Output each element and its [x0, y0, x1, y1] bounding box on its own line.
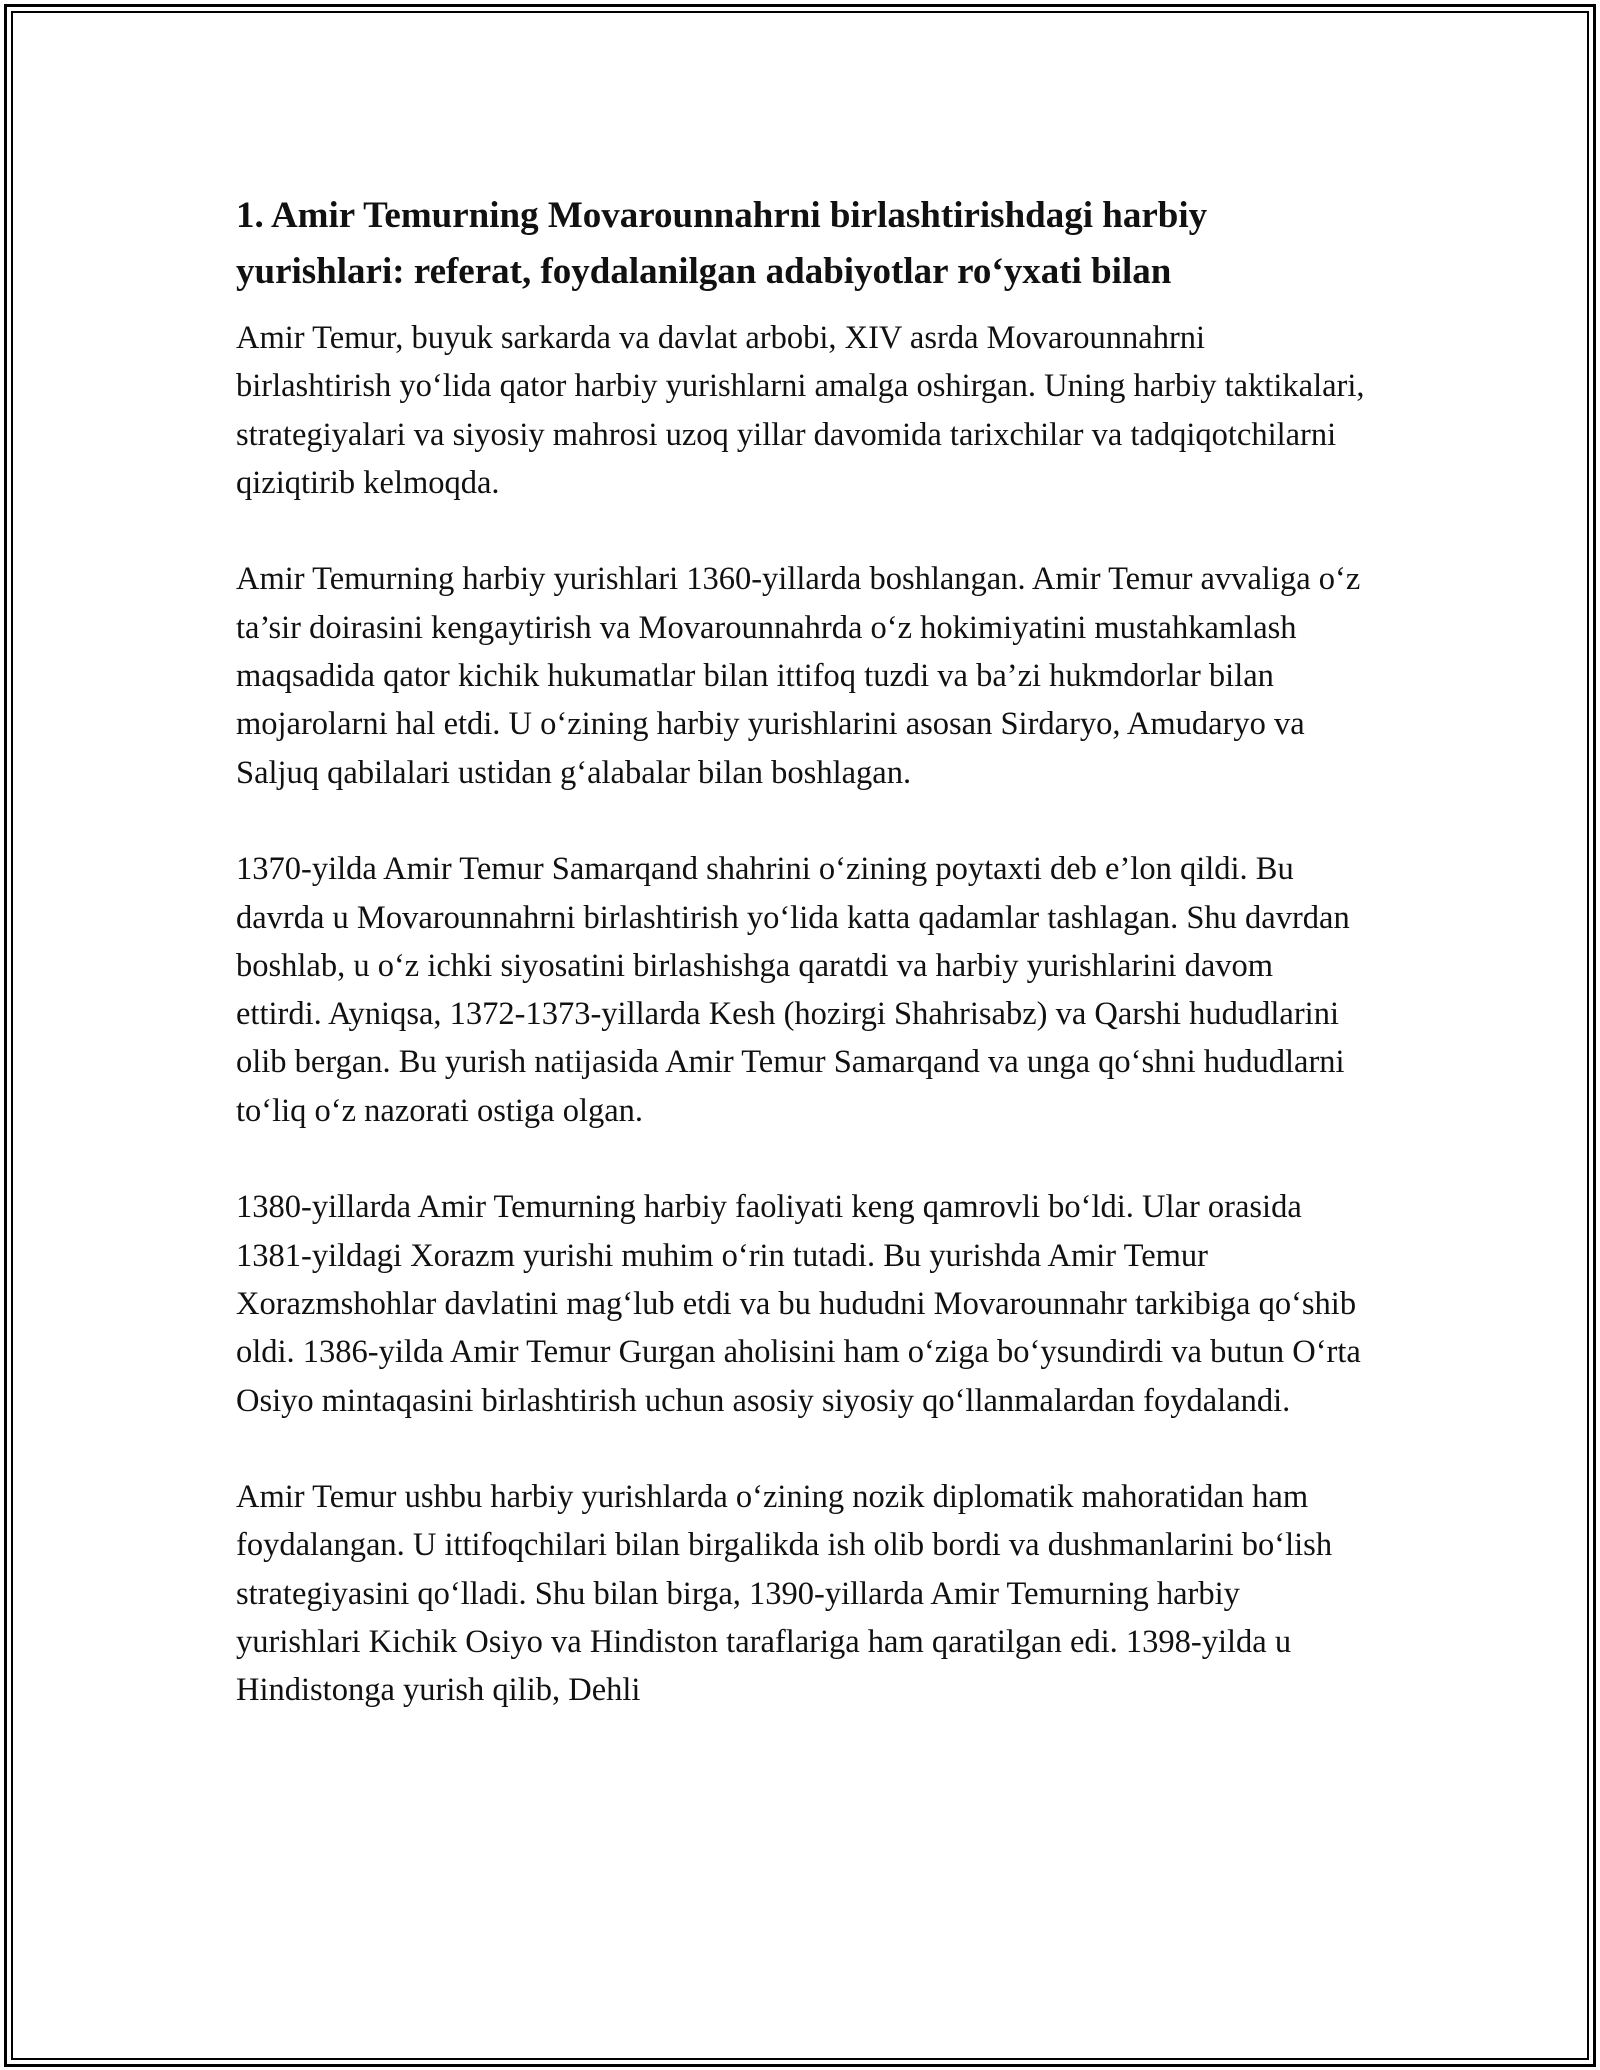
document-body	[236, 188, 1366, 1763]
paragraph-2: Amir Temurning harbiy yurishlari 1360-yillarda boshlangan. Amir Temur avvaliga o‘z ta’sir doirasini kengaytirish va Movarounnahrda o‘z hokimiyatini mustahkamlash maqsadida qator kichik hukumatlar bilan ittifoq tuzdi va ba’zi hukmdorlar bilan mojarolarni hal etdi. U o‘zining harbiy yurishlarini asosan Sirdaryo, Amudaryo va Saljuq qabilalari ustidan g‘alabalar bilan boshlagan.	[236, 561, 1361, 791]
paragraph-3: 1370-yilda Amir Temur Samarqand shahrini o‘zining poytaxti deb e’lon qildi. Bu davrda u Movarounnahrni birlashtirish yo‘lida katta qadamlar tashlagan. Shu davrdan boshlab, u o‘z ichki siyosatini birlashishga qaratdi va harbiy yurishlarini davom ettirdi. Ayniqsa, 1372-1373-yillarda Kesh (hozirgi Shahrisabz) va Qarshi hududlarini olib bergan. Bu yurish natijasida Amir Temur Samarqand va unga qo‘shni hududlarni to‘liq o‘z nazorati ostiga olgan.	[236, 851, 1350, 1129]
paragraph-1: Amir Temur, buyuk sarkarda va davlat arbobi, XIV asrda Movarounnahrni birlashtirish yo‘lida qator harbiy yurishlarni amalga oshirgan. Uning harbiy taktikalari, strategiyalari va siyosiy mahrosi uzoq yillar davomida tarixchilar va tadqiqotchilarni qiziqtirib kelmoqda.	[236, 320, 1365, 501]
paragraph-5: Amir Temur ushbu harbiy yurishlarda o‘zining nozik diplomatik mahoratidan ham foydalangan. U ittifoqchilari bilan birgalikda ish olib bordi va dushmanlarini bo‘lish strategiyasini qo‘lladi. Shu bilan birga, 1390-yillarda Amir Temurning harbiy yurishlari Kichik Osiyo va Hindiston taraflariga ham qaratilgan edi. 1398-yilda u Hindistonga yurish qilib, Dehli	[236, 1479, 1333, 1709]
document-heading: 1. Amir Temurning Movarounnahrni birlashtirishdagi harbiy yurishlari: referat, foydalanilgan adabiyotlar ro‘yxati bilan	[236, 195, 1208, 292]
paragraph-4: 1380-yillarda Amir Temurning harbiy faoliyati keng qamrovli bo‘ldi. Ular orasida 1381-yildagi Xorazm yurishi muhim o‘rin tutadi. Bu yurishda Amir Temur Xorazmshohlar davlatini mag‘lub etdi va bu hududni Movarounnahr tarkibiga qo‘shib oldi. 1386-yilda Amir Temur Gurgan aholisini ham o‘ziga bo‘ysundirdi va butun O‘rta Osiyo mintaqasini birlashtirish uchun asosiy siyosiy qo‘llanmalardan foydalandi.	[236, 1189, 1361, 1419]
